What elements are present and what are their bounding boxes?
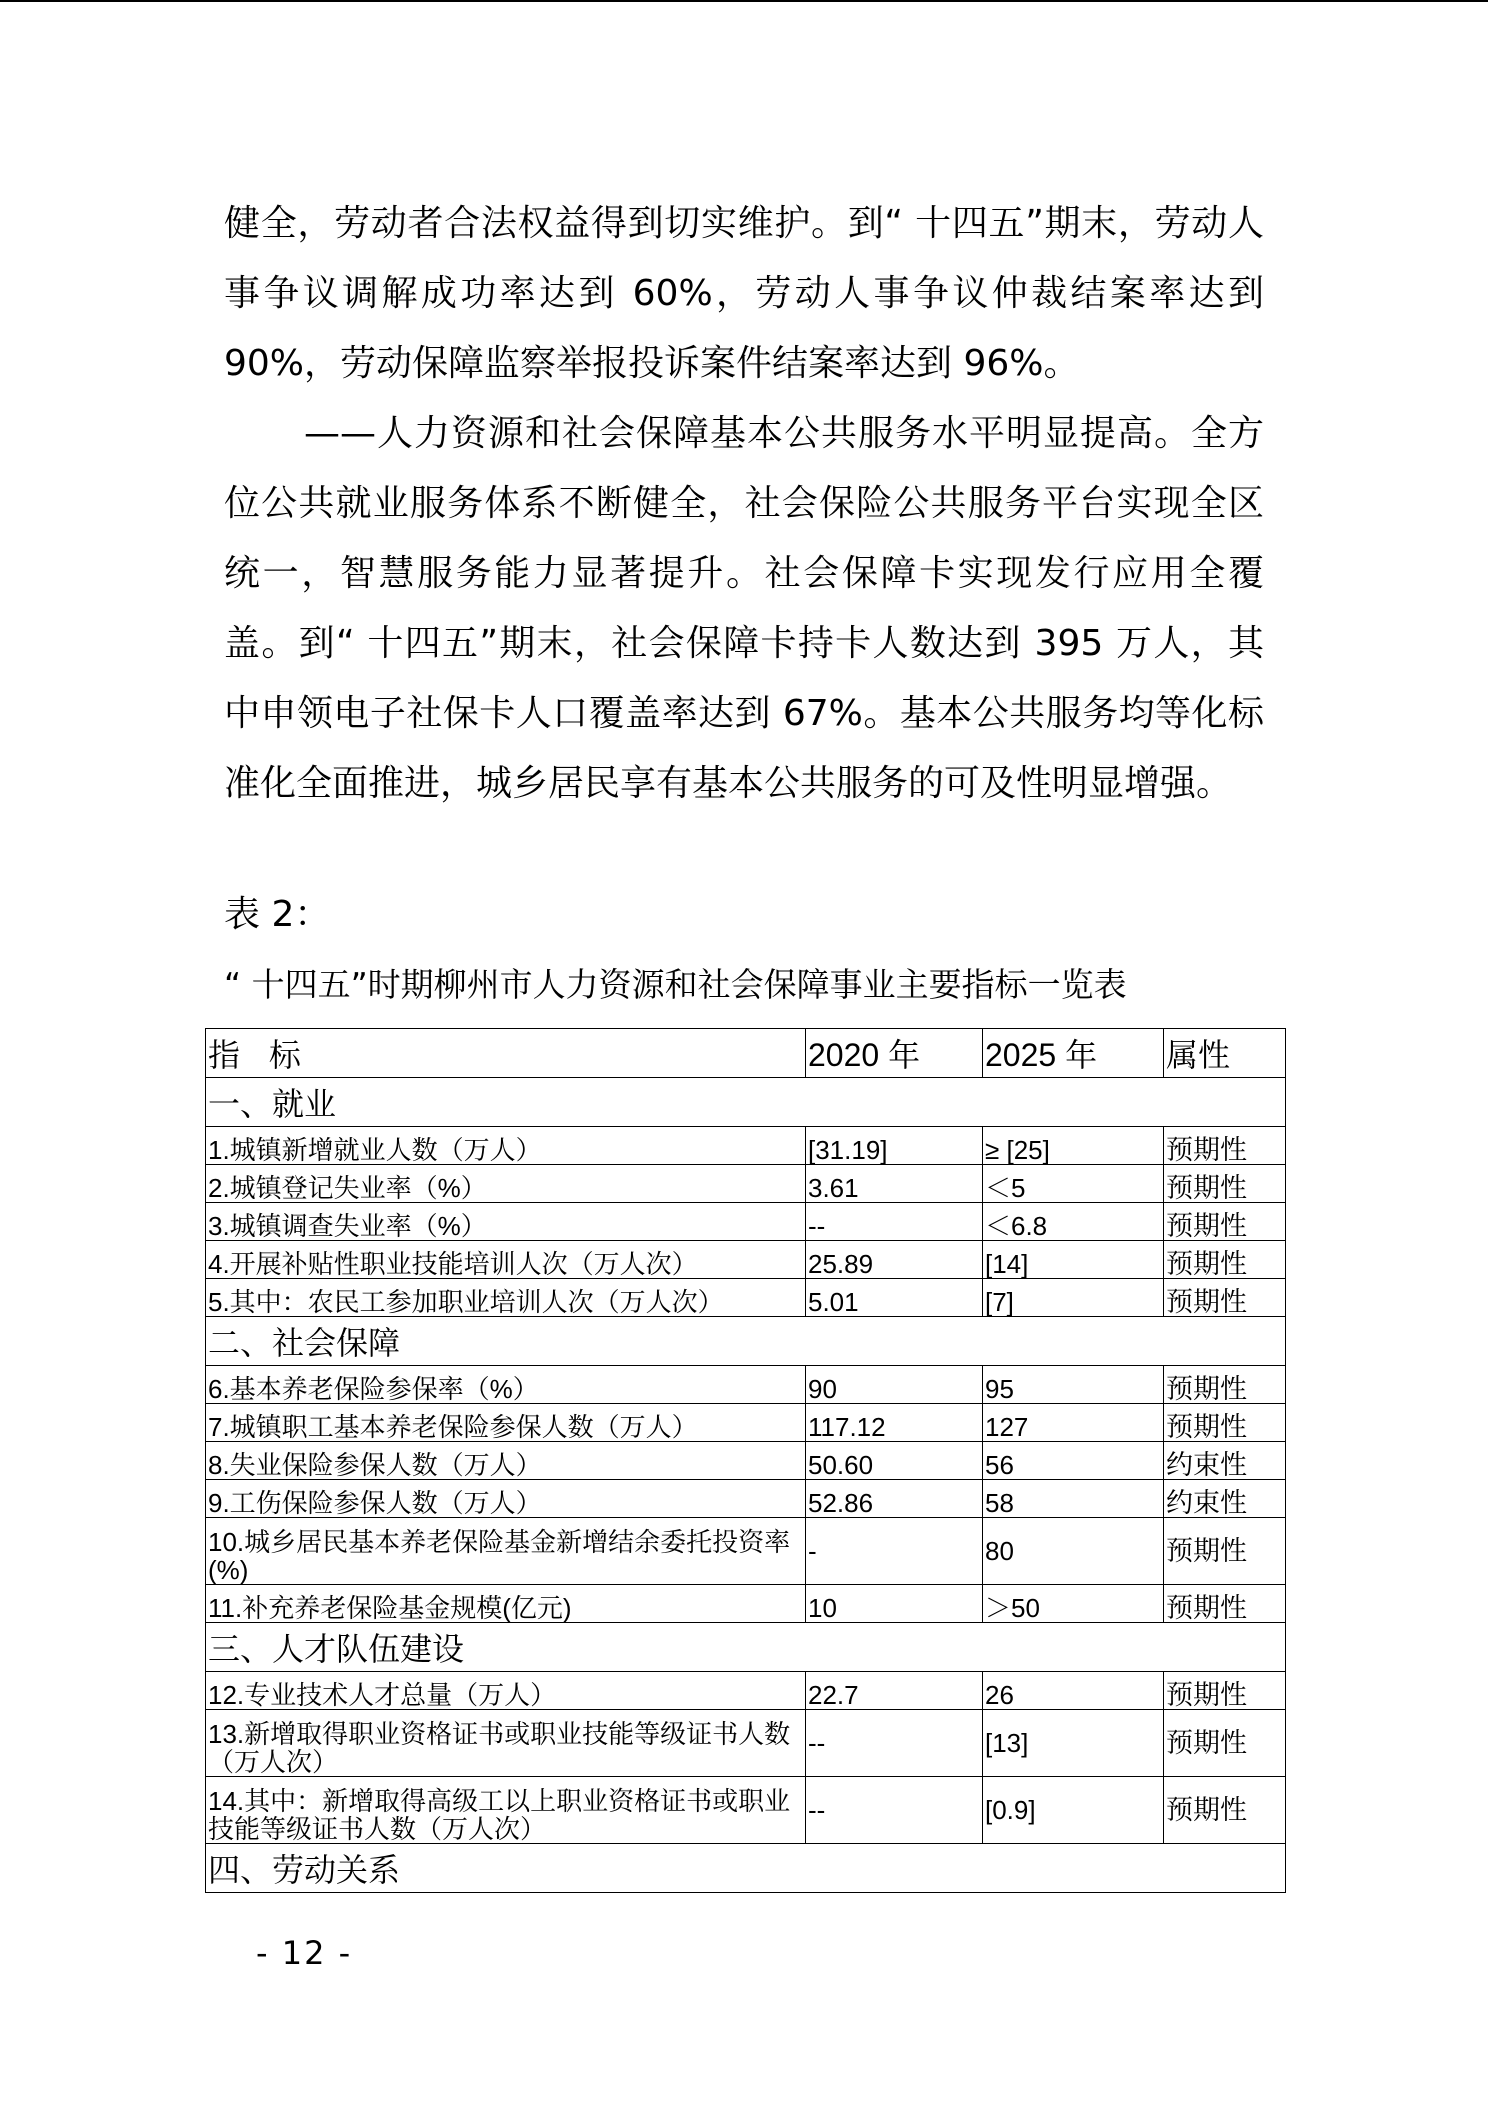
indicator-name: 1.城镇新增就业人数（万人） [206, 1127, 806, 1165]
section-row-employment [206, 1078, 1286, 1127]
value-2020: 25.89 [806, 1241, 983, 1279]
table-row [206, 1442, 1286, 1480]
indicator-name: 14.其中：新增取得高级工以上职业资格证书或职业技能等级证书人数（万人次） [206, 1777, 806, 1844]
page-number: - 12 - [256, 1934, 353, 1972]
indicator-name: 4.开展补贴性职业技能培训人次（万人次） [206, 1241, 806, 1279]
table-row [206, 1672, 1286, 1710]
table-label: 表 2： [224, 894, 331, 935]
section-row-social-security [206, 1317, 1286, 1366]
value-2020: -- [806, 1710, 983, 1777]
value-2025: 26 [983, 1672, 1164, 1710]
table-row [206, 1241, 1286, 1279]
indicator-name: 12.专业技术人才总量（万人） [206, 1672, 806, 1710]
indicator-name: 7.城镇职工基本养老保险参保人数（万人） [206, 1404, 806, 1442]
table-row [206, 1710, 1286, 1777]
section-title: 一、就业 [206, 1078, 1286, 1127]
body-paragraph-1: 健全，劳动者合法权益得到切实维护。到“ 十四五”期末，劳动人事争议调解成功率达到 60%，劳动人事争议仲裁结案率达到 90%，劳动保障监察举报投诉案件结案率达到 96%。 [224, 203, 1264, 384]
section-title: 四、劳动关系 [206, 1844, 1286, 1893]
table-row [206, 1203, 1286, 1241]
value-2025: ≥ [25] [983, 1127, 1164, 1165]
attribute: 预期性 [1164, 1279, 1286, 1317]
header-attribute: 属性 [1164, 1029, 1286, 1078]
header-2020: 2020 年 [806, 1029, 983, 1078]
value-2020: 5.01 [806, 1279, 983, 1317]
value-2025: 56 [983, 1442, 1164, 1480]
indicator-name: 13.新增取得职业资格证书或职业技能等级证书人数（万人次） [206, 1710, 806, 1777]
value-2025: [13] [983, 1710, 1164, 1777]
indicator-name: 11.补充养老保险基金规模(亿元) [206, 1585, 806, 1623]
indicator-name: 9.工伤保险参保人数（万人） [206, 1480, 806, 1518]
table-row [206, 1366, 1286, 1404]
value-2025: 58 [983, 1480, 1164, 1518]
table-row [206, 1480, 1286, 1518]
value-2020: 10 [806, 1585, 983, 1623]
body-paragraph-2: ——人力资源和社会保障基本公共服务水平明显提高。全方位公共就业服务体系不断健全，社会保险公共服务平台实现全区统一，智慧服务能力显著提升。社会保障卡实现发行应用全覆盖。到“ 十四五”期末，社会保障卡持卡人数达到 395 万人，其中申领电子社保卡人口覆盖率达到 67%。基本公共服务均等化标准化全面推进，城乡居民享有基本公共服务的可及性明显增强。 [224, 413, 1264, 804]
header-2025: 2025 年 [983, 1029, 1164, 1078]
attribute: 约束性 [1164, 1480, 1286, 1518]
value-2020: 90 [806, 1366, 983, 1404]
indicator-name: 3.城镇调查失业率（%） [206, 1203, 806, 1241]
section-title: 二、社会保障 [206, 1317, 1286, 1366]
value-2025: [0.9] [983, 1777, 1164, 1844]
value-2025: 127 [983, 1404, 1164, 1442]
value-2025: 95 [983, 1366, 1164, 1404]
attribute: 预期性 [1164, 1203, 1286, 1241]
table-header-row [206, 1029, 1286, 1078]
attribute: 预期性 [1164, 1165, 1286, 1203]
indicator-name: 2.城镇登记失业率（%） [206, 1165, 806, 1203]
value-2020: -- [806, 1203, 983, 1241]
table-row [206, 1127, 1286, 1165]
attribute: 预期性 [1164, 1404, 1286, 1442]
table-row [206, 1777, 1286, 1844]
attribute: 预期性 [1164, 1710, 1286, 1777]
value-2020: 3.61 [806, 1165, 983, 1203]
indicator-name: 6.基本养老保险参保率（%） [206, 1366, 806, 1404]
table-title: “ 十四五”时期柳州市人力资源和社会保障事业主要指标一览表 [224, 965, 1127, 1004]
value-2020: [31.19] [806, 1127, 983, 1165]
table-row [206, 1165, 1286, 1203]
value-2025: 80 [983, 1518, 1164, 1585]
attribute: 预期性 [1164, 1672, 1286, 1710]
top-border-line [0, 0, 1488, 2]
attribute: 预期性 [1164, 1366, 1286, 1404]
table-row [206, 1404, 1286, 1442]
attribute: 预期性 [1164, 1585, 1286, 1623]
attribute: 预期性 [1164, 1241, 1286, 1279]
section-title: 三、人才队伍建设 [206, 1623, 1286, 1672]
value-2025: [14] [983, 1241, 1164, 1279]
table-row [206, 1518, 1286, 1585]
table-row [206, 1279, 1286, 1317]
attribute: 预期性 [1164, 1127, 1286, 1165]
attribute: 预期性 [1164, 1518, 1286, 1585]
value-2025: ＜5 [983, 1165, 1164, 1203]
section-row-labor-relations [206, 1844, 1286, 1893]
value-2020: -- [806, 1777, 983, 1844]
header-indicator: 指 标 [206, 1029, 806, 1078]
section-row-talent [206, 1623, 1286, 1672]
value-2025: ＞50 [983, 1585, 1164, 1623]
indicator-table [205, 1028, 1286, 1893]
indicator-name: 10.城乡居民基本养老保险基金新增结余委托投资率(%) [206, 1518, 806, 1585]
value-2020: 52.86 [806, 1480, 983, 1518]
value-2020: 22.7 [806, 1672, 983, 1710]
value-2025: [7] [983, 1279, 1164, 1317]
value-2020: 117.12 [806, 1404, 983, 1442]
value-2025: ＜6.8 [983, 1203, 1164, 1241]
indicator-name: 5.其中：农民工参加职业培训人次（万人次） [206, 1279, 806, 1317]
indicator-name: 8.失业保险参保人数（万人） [206, 1442, 806, 1480]
value-2020: - [806, 1518, 983, 1585]
attribute: 约束性 [1164, 1442, 1286, 1480]
value-2020: 50.60 [806, 1442, 983, 1480]
table-row [206, 1585, 1286, 1623]
attribute: 预期性 [1164, 1777, 1286, 1844]
